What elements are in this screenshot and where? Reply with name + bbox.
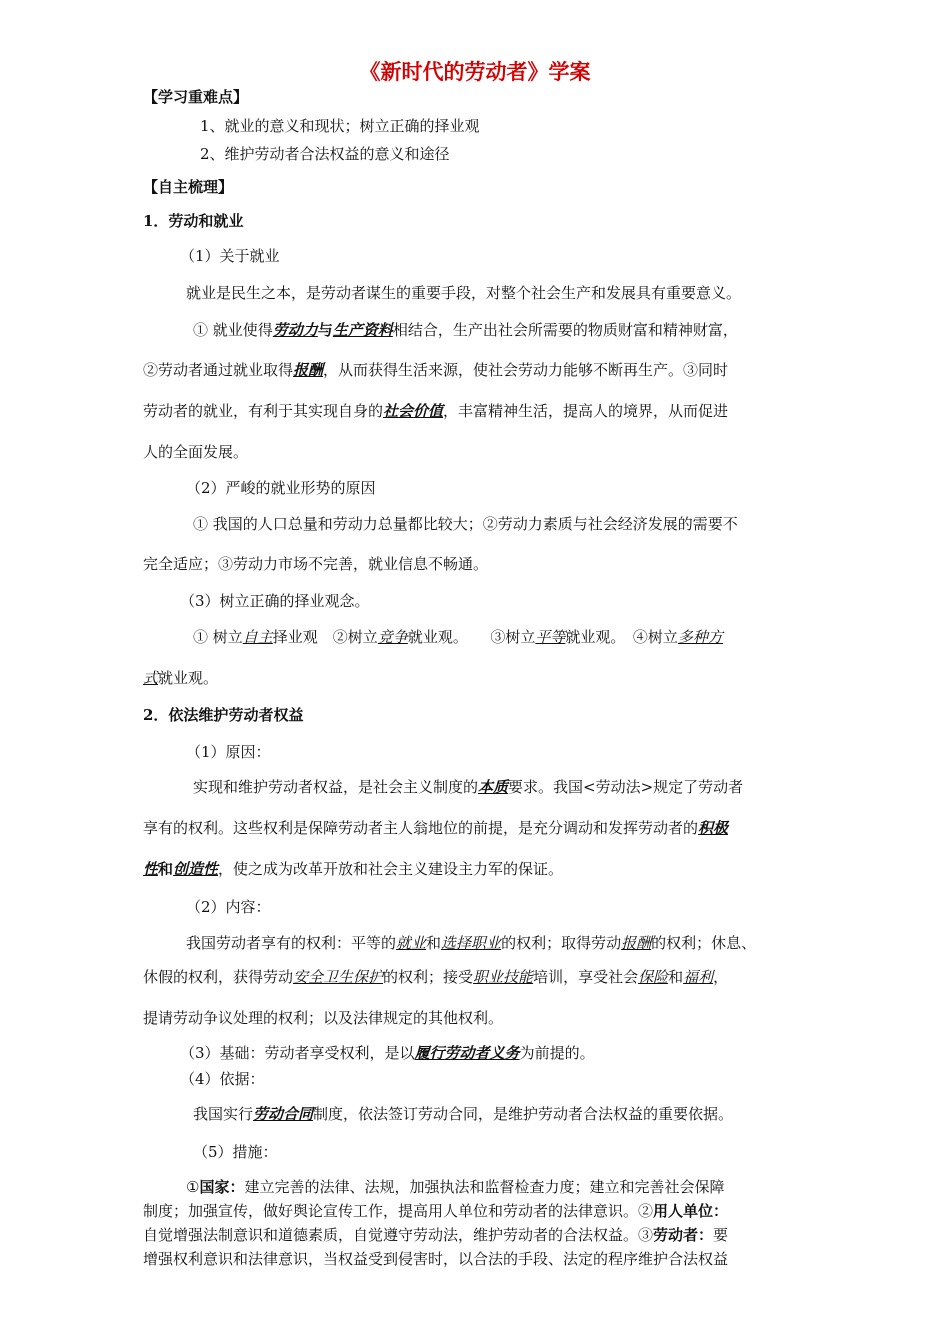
- content-title: （2）内容：: [186, 898, 271, 916]
- bold-label: 劳动者：: [653, 1226, 714, 1244]
- keyword: 平等: [535, 628, 566, 646]
- keypoints-heading: 【学习重难点】: [143, 88, 249, 106]
- text-span: 实现和维护劳动者权益，是社会主义制度的: [193, 778, 479, 796]
- text-span: 要求。我国<劳动法>规定了劳动者: [508, 778, 744, 796]
- keyword: 保险: [638, 968, 669, 986]
- s1-line1: [193, 320, 738, 340]
- basis-line: [180, 1043, 595, 1063]
- keyword: 劳动合同: [253, 1105, 314, 1123]
- keyword: 劳动力: [272, 321, 318, 339]
- measures-title: （5）措施：: [193, 1143, 278, 1161]
- text-span: ，: [713, 968, 729, 986]
- text-span: 和: [668, 968, 684, 986]
- measures-line4: 增强权利意识和法律意识，当权益受到侵害时，以合法的手段、法定的程序维护合法权益: [143, 1250, 729, 1268]
- keyword: 多种方: [677, 628, 723, 646]
- measures-line1: [186, 1177, 724, 1197]
- text-span: 享有的权利。这些权利是保障劳动者主人翁地位的前提，是充分调动和发挥劳动者的: [143, 819, 699, 837]
- text-span: 自觉增强法制意识和道德素质，自觉遵守劳动法，维护劳动者的合法权益。③: [143, 1226, 654, 1244]
- bold-label: 国家：: [199, 1178, 245, 1196]
- s1-title: （1）关于就业: [180, 247, 280, 265]
- text-span: 培训，享受社会: [533, 968, 639, 986]
- text-span: 休假的权利，获得劳动: [143, 968, 294, 986]
- text-span: 的权利；休息、: [651, 934, 757, 952]
- keyword: 生产资料: [332, 321, 393, 339]
- part2-heading: 2．依法维护劳动者权益: [143, 706, 304, 724]
- keyword: 履行劳动者义务: [414, 1044, 520, 1062]
- grounds-title: （4）依据：: [180, 1070, 265, 1088]
- text-span: 和: [158, 860, 174, 878]
- s1-line4: 人的全面发展。: [143, 443, 249, 461]
- s2-line2: 完全适应；③劳动力市场不完善，就业信息不畅通。: [143, 555, 489, 573]
- text-span: ，丰富精神生活，提高人的境界，从而促进: [443, 402, 729, 420]
- text-span: 我国实行: [193, 1105, 254, 1123]
- text-span: 与: [317, 321, 333, 339]
- text-span: 的权利；接受: [383, 968, 474, 986]
- keyword: 本质: [478, 778, 509, 796]
- review-heading: 【自主梳理】: [143, 178, 234, 196]
- s3-line1: [193, 627, 723, 647]
- text-span: ，从而获得生活来源，使社会劳动力能够不断再生产。③同时: [323, 361, 729, 379]
- keyword: 性: [143, 860, 159, 878]
- keyword: 报酬: [293, 361, 324, 379]
- text-span: （3）基础：劳动者享受权利，是以: [180, 1044, 415, 1062]
- content-line2: [143, 967, 728, 987]
- s1-intro: 就业是民生之本，是劳动者谋生的重要手段，对整个社会生产和发展具有重要意义。: [186, 284, 742, 302]
- text-span: 择业观 ②树立: [272, 628, 378, 646]
- text-span: 为前提的。: [519, 1044, 595, 1062]
- text-span: 就业观。 ④树立: [565, 628, 678, 646]
- text-span: ① 树立: [193, 628, 243, 646]
- keyword: 安全卫生保护: [293, 968, 384, 986]
- reason-line1: [193, 777, 743, 797]
- text-span: ①: [186, 1178, 200, 1196]
- s2-line1: ① 我国的人口总量和劳动力总量都比较大；②劳动力素质与社会经济发展的需要不: [193, 515, 738, 533]
- text-span: 就业观。: [158, 669, 219, 687]
- page-title: 《新时代的劳动者》学案: [359, 59, 591, 84]
- s2-title: （2）严峻的就业形势的原因: [186, 479, 376, 497]
- bold-label: 用人单位：: [653, 1202, 729, 1220]
- text-span: 劳动者的就业，有利于其实现自身的: [143, 402, 384, 420]
- text-span: 制度；加强宣传，做好舆论宣传工作，提高用人单位和劳动者的法律意识。②: [143, 1202, 654, 1220]
- text-span: 就业观。 ③树立: [407, 628, 536, 646]
- content-line3: 提请劳动争议处理的权利；以及法律规定的其他权利。: [143, 1009, 504, 1027]
- keyword: 选择职业: [441, 934, 502, 952]
- text-span: 建立完善的法律、法规，加强执法和监督检查力度；建立和完善社会保障: [244, 1178, 725, 1196]
- text-span: 和: [426, 934, 442, 952]
- keyword: 积极: [698, 819, 729, 837]
- text-span: 要: [713, 1226, 729, 1244]
- s1-line2: [143, 360, 728, 380]
- keypoint-1: 1、就业的意义和现状；树立正确的择业观: [200, 117, 480, 135]
- text-span: ②劳动者通过就业取得: [143, 361, 294, 379]
- part1-heading: 1．劳动和就业: [143, 212, 244, 230]
- keyword: 自主: [242, 628, 273, 646]
- text-span: 相结合，生产出社会所需要的物质财富和精神财富，: [392, 321, 738, 339]
- keypoint-2: 2、维护劳动者合法权益的意义和途径: [200, 145, 450, 163]
- keyword: 社会价值: [383, 402, 444, 420]
- s1-line3: [143, 401, 728, 421]
- keyword: 创造性: [173, 860, 219, 878]
- text-span: ① 就业使得: [193, 321, 273, 339]
- text-span: 的权利；取得劳动: [501, 934, 622, 952]
- keyword: 福利: [683, 968, 714, 986]
- keyword: 报酬: [621, 934, 652, 952]
- text-span: 我国劳动者享有的权利：平等的: [186, 934, 397, 952]
- reason-line3: [143, 859, 563, 879]
- measures-line2: [143, 1201, 728, 1221]
- text-span: ，使之成为改革开放和社会主义建设主力军的保证。: [218, 860, 564, 878]
- keyword: 职业技能: [473, 968, 534, 986]
- reason-title: （1）原因：: [186, 743, 271, 761]
- text-span: 制度，依法签订劳动合同，是维护劳动者合法权益的重要依据。: [313, 1105, 734, 1123]
- measures-line3: [143, 1225, 728, 1245]
- grounds-line: [193, 1104, 733, 1124]
- content-line1: [186, 933, 756, 953]
- reason-line2: [143, 818, 728, 838]
- s3-line2: [143, 668, 218, 688]
- keyword: 式: [143, 669, 159, 687]
- keyword: 竞争: [377, 628, 408, 646]
- s3-title: （3）树立正确的择业观念。: [180, 592, 370, 610]
- keyword: 就业: [396, 934, 427, 952]
